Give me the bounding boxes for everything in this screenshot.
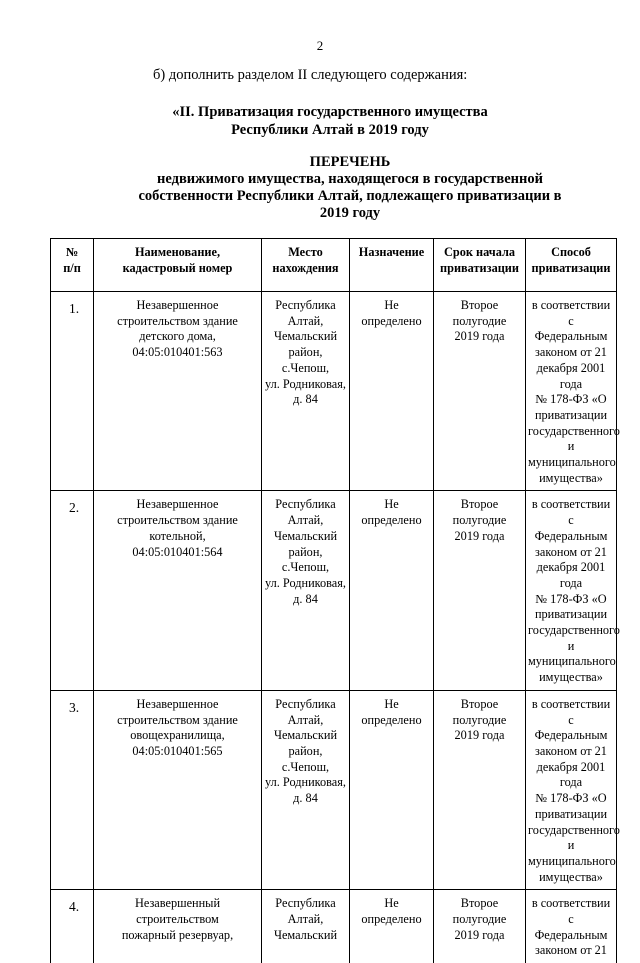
- cell-line: 1.: [69, 301, 91, 317]
- cell-line: район, с.Чепош,: [264, 345, 347, 376]
- cell-number: [51, 890, 94, 963]
- cell-term: [434, 491, 526, 690]
- cell-line: Республика: [264, 497, 347, 513]
- header-line: Срок начала: [436, 245, 523, 261]
- cell-method: [526, 690, 617, 889]
- cell-line: 2.: [69, 500, 91, 516]
- cell-line: д. 84: [264, 592, 347, 608]
- cell-line: Алтай,: [264, 713, 347, 729]
- cell-line: государственного: [528, 623, 614, 639]
- cell-line: № 178-ФЗ «О: [528, 592, 614, 608]
- cell-line: законом от 21: [528, 545, 614, 561]
- cell-line: ул. Родниковая,: [264, 576, 347, 592]
- cell-line: определено: [352, 513, 431, 529]
- cell-line: Алтай,: [264, 912, 347, 928]
- cell-line: Второе: [436, 896, 523, 912]
- cell-term: [434, 890, 526, 963]
- cell-line: Республика: [264, 298, 347, 314]
- cell-line: 04:05:010401:564: [96, 545, 259, 561]
- property-table: [50, 238, 617, 963]
- cell-line: котельной,: [96, 529, 259, 545]
- cell-name: [94, 690, 262, 889]
- cell-line: Не: [352, 697, 431, 713]
- cell-name: [94, 292, 262, 491]
- cell-line: район, с.Чепош,: [264, 545, 347, 576]
- header-line: Наименование,: [96, 245, 259, 261]
- cell-line: муниципального: [528, 654, 614, 670]
- cell-line: государственного: [528, 424, 614, 440]
- cell-line: № 178-ФЗ «О: [528, 392, 614, 408]
- cell-line: строительством здание: [96, 713, 259, 729]
- header-purpose: [350, 239, 434, 292]
- cell-line: Федеральным: [528, 529, 614, 545]
- cell-line: определено: [352, 713, 431, 729]
- cell-line: Незавершенное: [96, 697, 259, 713]
- cell-line: имущества»: [528, 471, 614, 487]
- cell-line: декабря 2001 года: [528, 361, 614, 392]
- cell-line: детского дома,: [96, 329, 259, 345]
- cell-line: и: [528, 838, 614, 854]
- section-heading: [100, 103, 560, 139]
- cell-line: декабря 2001 года: [528, 760, 614, 791]
- cell-name: [94, 491, 262, 690]
- list-subtitle: [120, 171, 580, 222]
- cell-line: законом от 21: [528, 744, 614, 760]
- cell-line: Алтай,: [264, 513, 347, 529]
- header-line: №: [53, 245, 91, 261]
- cell-purpose: [350, 491, 434, 690]
- cell-line: государственного: [528, 823, 614, 839]
- cell-line: Чемальский: [264, 928, 347, 944]
- cell-line: д. 84: [264, 791, 347, 807]
- cell-name: [94, 890, 262, 963]
- table-body: [51, 292, 617, 963]
- cell-method: [526, 292, 617, 491]
- header-name: [94, 239, 262, 292]
- cell-method: [526, 491, 617, 690]
- cell-line: ул. Родниковая,: [264, 775, 347, 791]
- cell-line: приватизации: [528, 807, 614, 823]
- cell-line: 04:05:010401:563: [96, 345, 259, 361]
- cell-line: Республика: [264, 697, 347, 713]
- cell-line: Второе: [436, 298, 523, 314]
- cell-location: [262, 890, 350, 963]
- cell-line: № 178-ФЗ «О: [528, 791, 614, 807]
- page-number: 2: [0, 38, 640, 54]
- header-line: п/п: [53, 261, 91, 277]
- cell-line: Федеральным: [528, 728, 614, 744]
- cell-line: овощехранилища,: [96, 728, 259, 744]
- cell-line: Второе: [436, 697, 523, 713]
- cell-line: 2019 года: [436, 329, 523, 345]
- cell-line: Второе: [436, 497, 523, 513]
- table-row: [51, 690, 617, 889]
- cell-line: в соответствии с: [528, 697, 614, 728]
- cell-line: муниципального: [528, 455, 614, 471]
- header-line: кадастровый номер: [96, 261, 259, 277]
- cell-line: ул. Родниковая,: [264, 377, 347, 393]
- cell-line: имущества»: [528, 670, 614, 686]
- cell-line: 2019 года: [436, 928, 523, 944]
- cell-line: полугодие: [436, 513, 523, 529]
- cell-line: район, с.Чепош,: [264, 744, 347, 775]
- section-heading-line: «II. Приватизация государственного имущества: [100, 103, 560, 121]
- table-header-row: [51, 239, 617, 292]
- cell-line: Чемальский: [264, 728, 347, 744]
- header-location: [262, 239, 350, 292]
- header-line: Способ: [528, 245, 614, 261]
- header-line: приватизации: [436, 261, 523, 277]
- cell-location: [262, 690, 350, 889]
- cell-term: [434, 292, 526, 491]
- cell-line: законом от 21: [528, 345, 614, 361]
- intro-text: б) дополнить разделом II следующего содержания:: [153, 67, 467, 84]
- cell-line: Незавершенный: [96, 896, 259, 912]
- cell-line: 2019 года: [436, 728, 523, 744]
- cell-line: строительством здание: [96, 513, 259, 529]
- cell-line: 2019 года: [436, 529, 523, 545]
- cell-line: Незавершенное: [96, 497, 259, 513]
- cell-line: приватизации: [528, 408, 614, 424]
- cell-line: Чемальский: [264, 529, 347, 545]
- cell-number: [51, 292, 94, 491]
- cell-line: в соответствии с: [528, 896, 614, 927]
- section-heading-line: Республики Алтай в 2019 году: [100, 121, 560, 139]
- header-method: [526, 239, 617, 292]
- cell-line: законом от 21: [528, 943, 614, 959]
- cell-line: в соответствии с: [528, 298, 614, 329]
- cell-line: имущества»: [528, 870, 614, 886]
- cell-line: 04:05:010401:565: [96, 744, 259, 760]
- cell-line: Алтай,: [264, 314, 347, 330]
- cell-number: [51, 690, 94, 889]
- cell-line: Республика: [264, 896, 347, 912]
- cell-purpose: [350, 890, 434, 963]
- cell-line: пожарный резервуар,: [96, 928, 259, 944]
- header-line: приватизации: [528, 261, 614, 277]
- cell-line: приватизации: [528, 607, 614, 623]
- table-row: [51, 890, 617, 963]
- cell-line: полугодие: [436, 314, 523, 330]
- cell-number: [51, 491, 94, 690]
- cell-line: Не: [352, 497, 431, 513]
- cell-term: [434, 690, 526, 889]
- cell-line: д. 84: [264, 392, 347, 408]
- cell-method: [526, 890, 617, 963]
- cell-line: 3.: [69, 700, 91, 716]
- cell-line: строительством здание: [96, 314, 259, 330]
- cell-line: Федеральным: [528, 928, 614, 944]
- list-subtitle-line: недвижимого имущества, находящегося в государственной: [120, 171, 580, 188]
- cell-line: определено: [352, 912, 431, 928]
- header-line: Место: [264, 245, 347, 261]
- cell-purpose: [350, 690, 434, 889]
- cell-line: Незавершенное: [96, 298, 259, 314]
- header-line: нахождения: [264, 261, 347, 277]
- list-subtitle-line: 2019 году: [120, 205, 580, 222]
- cell-line: муниципального: [528, 854, 614, 870]
- cell-purpose: [350, 292, 434, 491]
- cell-line: Федеральным: [528, 329, 614, 345]
- cell-line: Не: [352, 896, 431, 912]
- cell-line: декабря 2001 года: [528, 560, 614, 591]
- table-row: [51, 491, 617, 690]
- header-number: [51, 239, 94, 292]
- cell-line: полугодие: [436, 912, 523, 928]
- cell-line: Не: [352, 298, 431, 314]
- cell-line: строительством: [96, 912, 259, 928]
- cell-line: и: [528, 439, 614, 455]
- list-title: ПЕРЕЧЕНЬ: [120, 153, 580, 171]
- cell-location: [262, 292, 350, 491]
- cell-location: [262, 491, 350, 690]
- cell-line: 4.: [69, 899, 91, 915]
- table-row: [51, 292, 617, 491]
- cell-line: в соответствии с: [528, 497, 614, 528]
- cell-line: полугодие: [436, 713, 523, 729]
- header-line: Назначение: [352, 245, 431, 261]
- cell-line: определено: [352, 314, 431, 330]
- header-term: [434, 239, 526, 292]
- list-subtitle-line: собственности Республики Алтай, подлежащего приватизации в: [120, 188, 580, 205]
- cell-line: и: [528, 639, 614, 655]
- cell-line: Чемальский: [264, 329, 347, 345]
